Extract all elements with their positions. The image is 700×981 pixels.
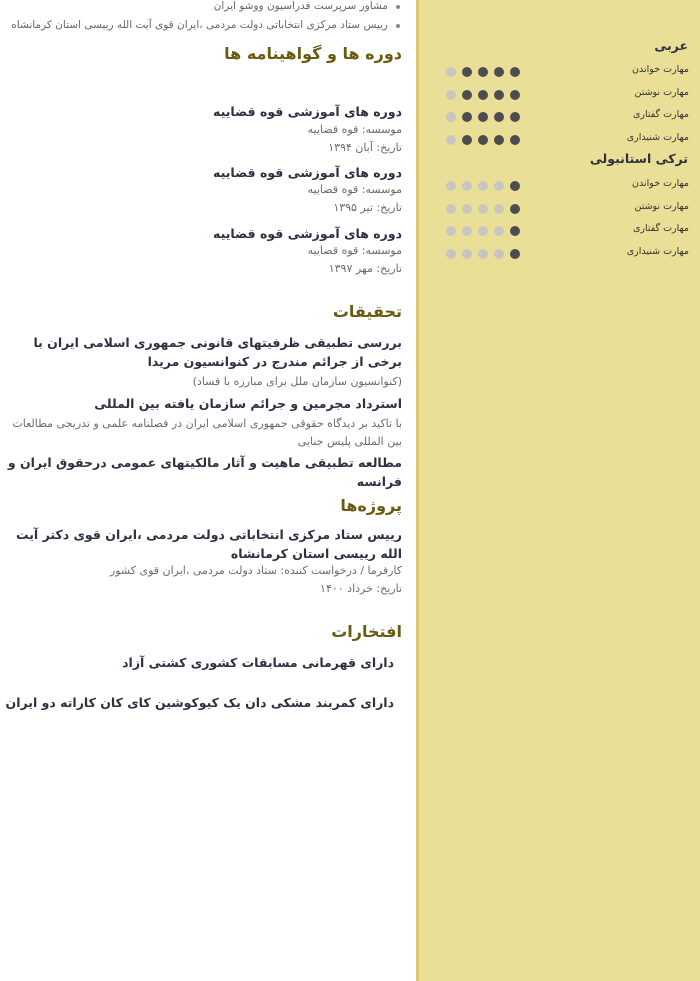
skill-dot-empty <box>462 226 472 236</box>
skill-dot-filled <box>494 67 504 77</box>
experience-bullet-list <box>0 0 402 35</box>
skill-dot-empty <box>494 226 504 236</box>
skill-level-dots <box>446 90 520 100</box>
research-note: (کنوانسیون سازمان ملل برای مبارزه با فساد) <box>192 375 402 388</box>
skill-dot-empty <box>446 135 456 145</box>
skill-dot-filled <box>510 204 520 214</box>
skill-dot-empty <box>462 249 472 259</box>
skill-dot-empty <box>494 249 504 259</box>
skill-dot-empty <box>446 226 456 236</box>
skill-label: مهارت شنیداری <box>626 132 689 143</box>
skill-dot-filled <box>510 249 520 259</box>
skill-row <box>419 201 700 217</box>
skill-dot-empty <box>494 181 504 191</box>
skill-dot-empty <box>462 181 472 191</box>
skill-row <box>419 178 700 194</box>
course-date: تاریخ: آبان ۱۳۹۴ <box>328 141 402 154</box>
project-title: رییس ستاد مرکزی انتخاباتی دولت مردمی ،ایران قوی دکتر آیت الله رییسی استان کرمانشاه <box>16 527 402 561</box>
projects-section-title: پروژه‌ها <box>340 496 402 515</box>
skill-dot-filled <box>510 226 520 236</box>
skill-level-dots <box>446 181 520 191</box>
skill-label: مهارت نوشتن <box>634 87 689 98</box>
research-note: با تاکید بر دیدگاه حقوقی جمهوری اسلامی ایران در فصلنامه علمی و تدریجی مطالعات بین المللی پلیس جنایی <box>12 417 402 448</box>
skill-dot-filled <box>462 90 472 100</box>
skill-label: مهارت شنیداری <box>626 246 689 257</box>
skill-label: مهارت خواندن <box>632 64 689 75</box>
course-date: تاریخ: تیر ۱۳۹۵ <box>333 201 402 214</box>
skill-row <box>419 64 700 80</box>
skill-row <box>419 109 700 125</box>
skill-label: مهارت گفتاری <box>632 223 689 234</box>
skill-row <box>419 132 700 148</box>
skill-dot-empty <box>446 204 456 214</box>
honor-item: دارای قهرمانی مسابقات کشوری کشتی آزاد <box>122 655 394 670</box>
skill-dot-empty <box>446 181 456 191</box>
language-title: ترکی استانبولی <box>589 151 688 166</box>
research-title: بررسی تطبیقی ظرفیتهای قانونی جمهوری اسلامی ایران با برخی از جرائم مندرج در کنوانسیون مریدا <box>33 335 402 369</box>
experience-bullet: مشاور سرپرست فدراسیون ووشو ایران <box>0 0 388 16</box>
skill-dot-filled <box>510 181 520 191</box>
language-title: عربی <box>654 38 688 53</box>
skill-row <box>419 246 700 262</box>
skill-dot-empty <box>478 249 488 259</box>
skill-dot-empty <box>462 204 472 214</box>
skill-dot-filled <box>510 112 520 122</box>
course-name: دوره های آموزشی قوه قضاییه <box>213 226 402 241</box>
honor-item: دارای کمربند مشکی دان یک کیوکوشین کای کان کاراته دو ایران <box>5 695 394 710</box>
skill-dot-empty <box>478 204 488 214</box>
skill-level-dots <box>446 67 520 77</box>
honors-section-title: افتخارات <box>331 622 402 641</box>
skill-level-dots <box>446 226 520 236</box>
skill-dot-filled <box>462 135 472 145</box>
project-date: تاریخ: خرداد ۱۴۰۰ <box>320 582 402 595</box>
skill-dot-empty <box>446 90 456 100</box>
skill-dot-empty <box>494 204 504 214</box>
skill-level-dots <box>446 249 520 259</box>
skill-dot-filled <box>478 67 488 77</box>
skill-dot-empty <box>478 181 488 191</box>
course-name: دوره های آموزشی قوه قضاییه <box>213 165 402 180</box>
course-institute: موسسه: قوه قضاییه <box>307 123 402 136</box>
skill-dot-filled <box>494 135 504 145</box>
skill-dot-filled <box>478 90 488 100</box>
courses-section-title: دوره ها و گواهینامه ها <box>224 44 402 63</box>
course-name: دوره های آموزشی قوه قضاییه <box>213 104 402 119</box>
sidebar <box>416 0 700 981</box>
skill-label: مهارت گفتاری <box>632 109 689 120</box>
skill-level-dots <box>446 204 520 214</box>
skill-dot-empty <box>446 67 456 77</box>
skill-dot-filled <box>494 112 504 122</box>
skill-label: مهارت نوشتن <box>634 201 689 212</box>
skill-dot-empty <box>446 249 456 259</box>
skill-dot-filled <box>462 112 472 122</box>
skill-dot-empty <box>446 112 456 122</box>
skill-level-dots <box>446 112 520 122</box>
course-institute: موسسه: قوه قضاییه <box>307 244 402 257</box>
project-client: کارفرما / درخواست کننده: ستاد دولت مردمی ،ایران قوی کشور <box>109 564 402 577</box>
research-title: استرداد مجرمین و جرائم سازمان یافته بین المللی <box>94 396 402 411</box>
skill-dot-filled <box>478 112 488 122</box>
skill-dot-filled <box>494 90 504 100</box>
skill-dot-filled <box>510 67 520 77</box>
skill-dot-filled <box>510 135 520 145</box>
skill-dot-filled <box>462 67 472 77</box>
skill-label: مهارت خواندن <box>632 178 689 189</box>
research-title: مطالعه تطبیقی ماهیت و آثار مالکیتهای عمومی درحقوق ایران و فرانسه <box>7 455 402 489</box>
skill-row <box>419 223 700 239</box>
skill-level-dots <box>446 135 520 145</box>
course-institute: موسسه: قوه قضاییه <box>307 183 402 196</box>
experience-bullet: رییس ستاد مرکزی انتخاباتی دولت مردمی ،ایران قوی آیت الله رییسی استان کرمانشاه <box>0 16 388 35</box>
skill-dot-filled <box>478 135 488 145</box>
skill-dot-filled <box>510 90 520 100</box>
skill-dot-empty <box>478 226 488 236</box>
skill-row <box>419 87 700 103</box>
course-date: تاریخ: مهر ۱۳۹۷ <box>328 262 402 275</box>
research-section-title: تحقیقات <box>332 302 402 321</box>
